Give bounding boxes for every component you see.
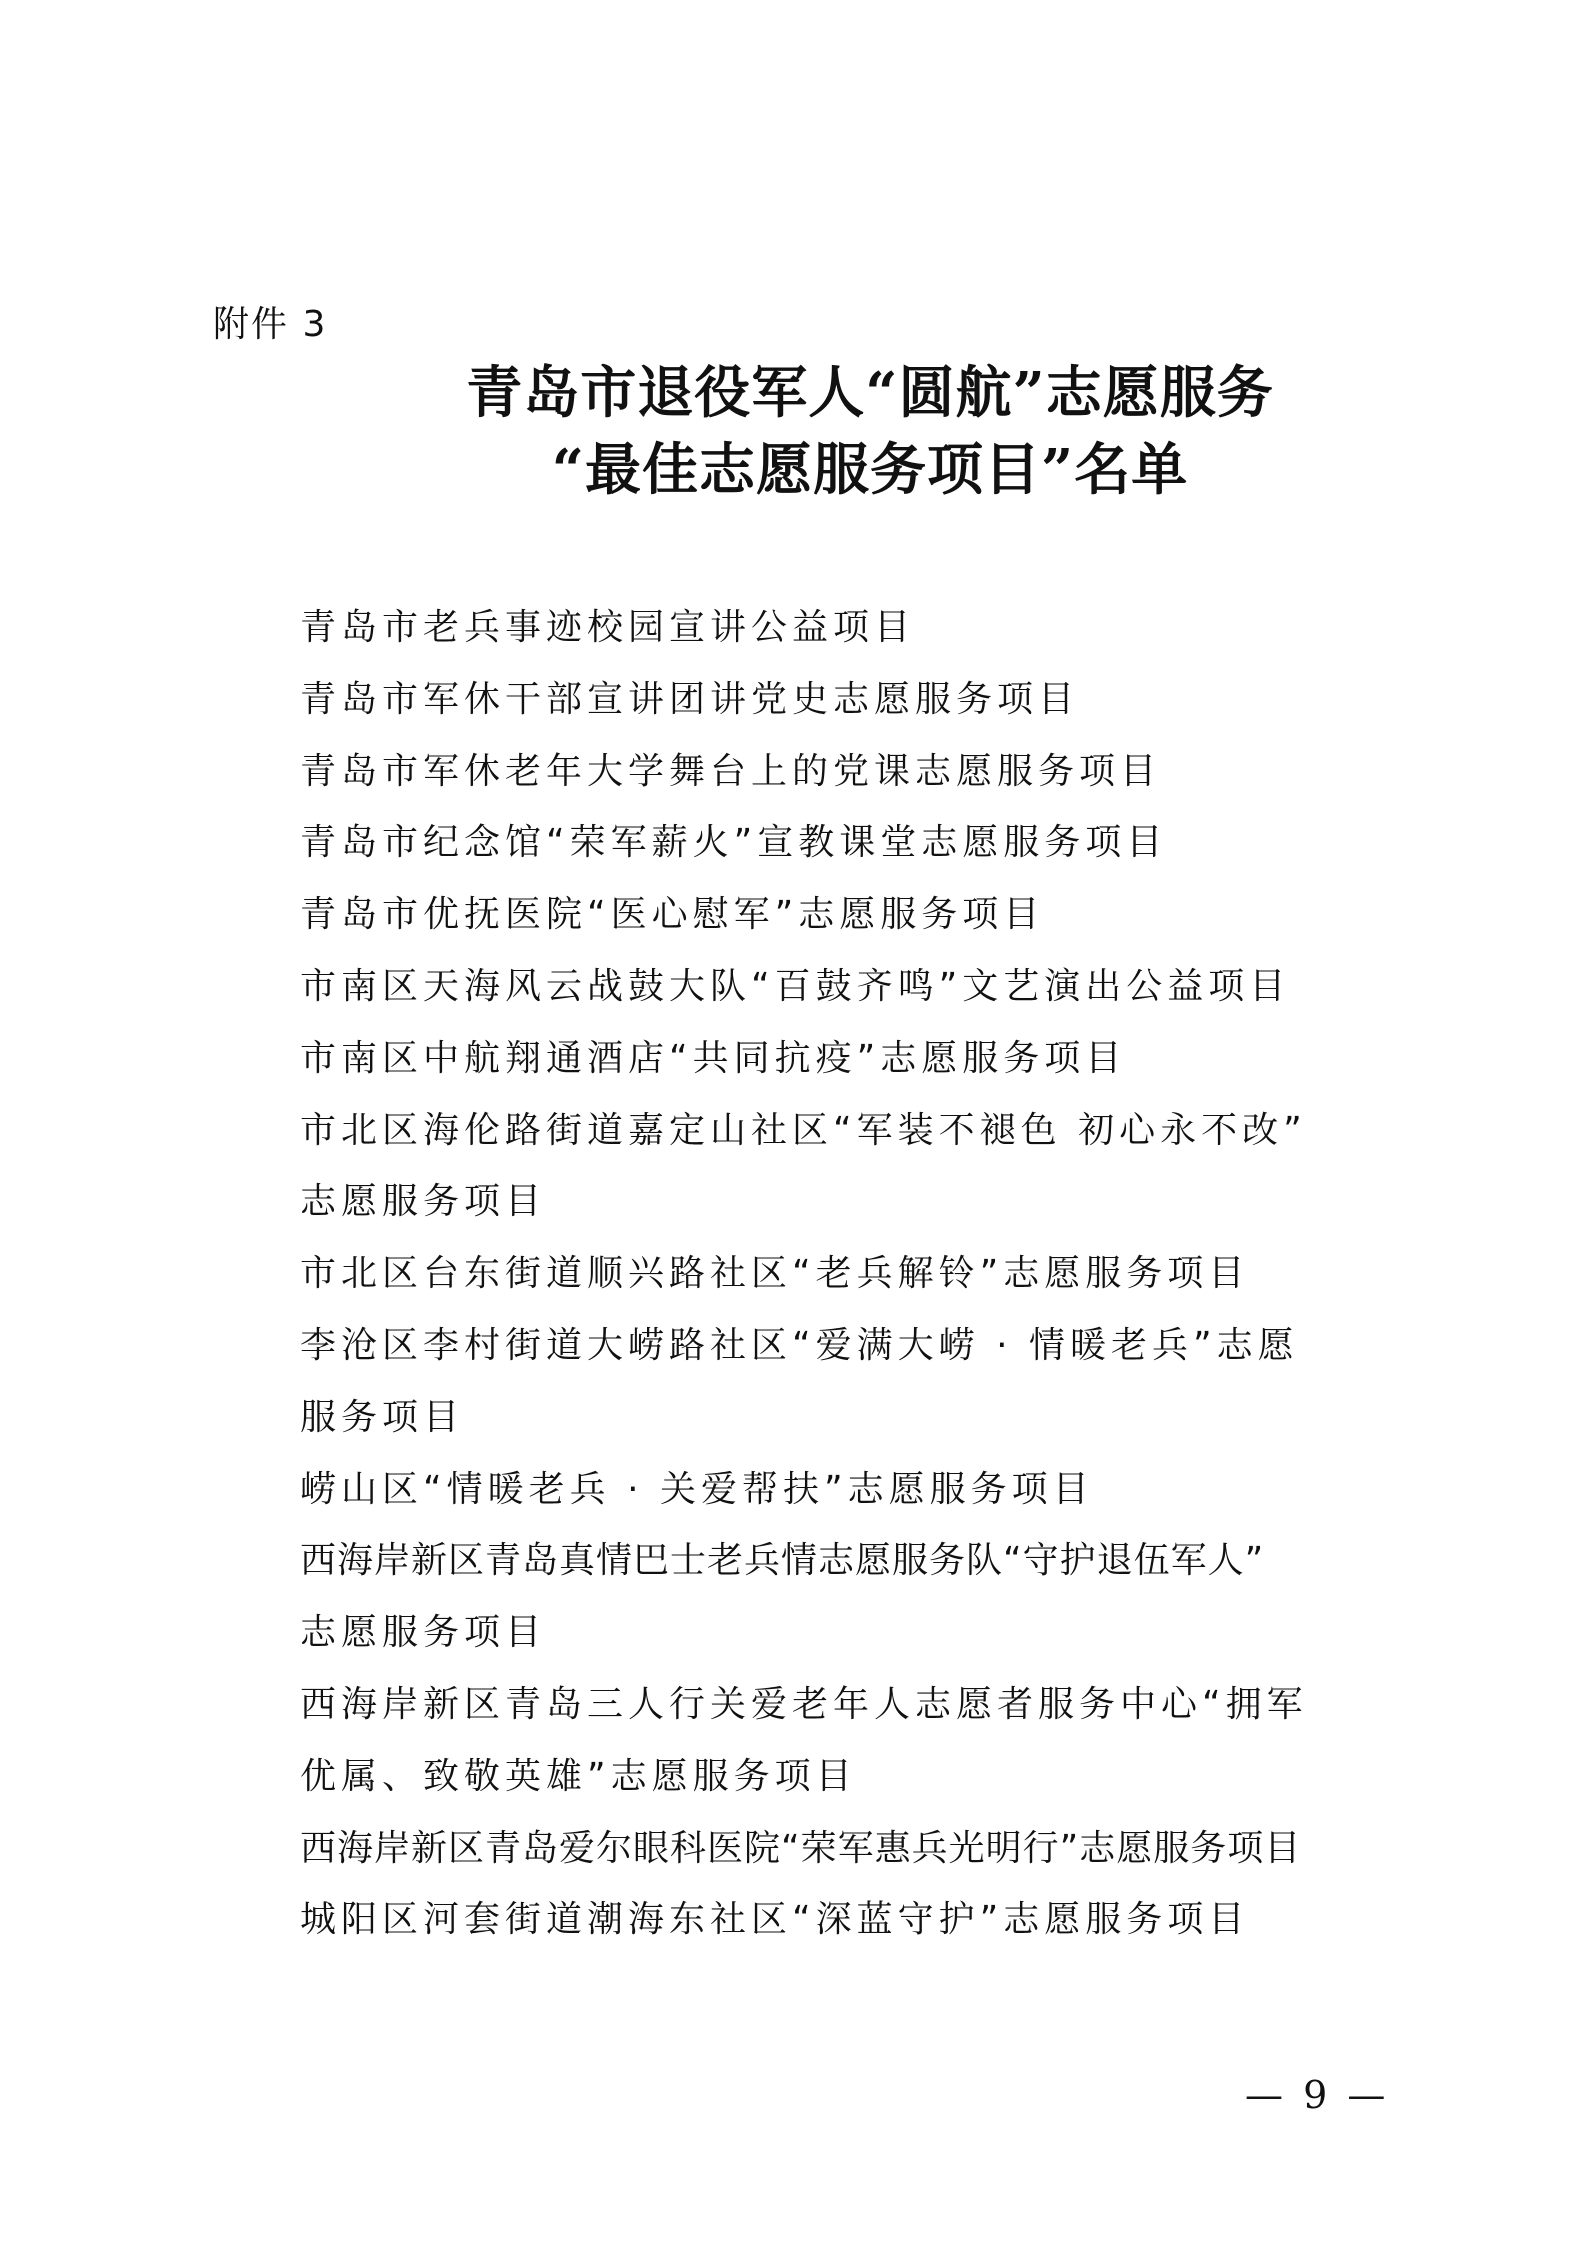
list-item: 城阳区河套街道潮海东社区“深蓝守护”志愿服务项目 (300, 1899, 1250, 1941)
list-item: 市北区台东街道顺兴路社区“老兵解铃”志愿服务项目 (300, 1253, 1250, 1295)
list-item: 青岛市军休老年大学舞台上的党课志愿服务项目 (300, 750, 1162, 792)
list-item: 市南区天海风云战鼓大队“百鼓齐鸣”文艺演出公益项目 (300, 965, 1291, 1007)
list-item: 市南区中航翔通酒店“共同抗疫”志愿服务项目 (300, 1037, 1127, 1079)
list-item: 西海岸新区青岛真情巴士老兵情志愿服务队“守护退伍军人” (300, 1540, 1265, 1582)
list-item: 市北区海伦路街道嘉定山社区“军装不褪色 初心永不改” (300, 1109, 1307, 1151)
list-item: 青岛市优抚医院“医心慰军”志愿服务项目 (300, 894, 1045, 936)
list-item: 李沧区李村街道大崂路社区“爱满大崂 · 情暖老兵”志愿 (300, 1324, 1299, 1366)
project-list (300, 592, 1410, 1956)
list-item: 西海岸新区青岛三人行关爱老年人志愿者服务中心“拥军 (300, 1683, 1308, 1725)
list-item: 崂山区“情暖老兵 · 关爱帮扶”志愿服务项目 (300, 1468, 1094, 1510)
list-item-continuation: 志愿服务项目 (300, 1612, 547, 1654)
document-title-line-1: 青岛市退役军人“圆航”志愿服务 (466, 360, 1274, 426)
list-item: 青岛市纪念馆“荣军薪火”宣教课堂志愿服务项目 (300, 822, 1168, 864)
list-item: 西海岸新区青岛爱尔眼科医院“荣军惠兵光明行”志愿服务项目 (300, 1827, 1302, 1869)
list-item: 青岛市老兵事迹校园宣讲公益项目 (300, 607, 916, 648)
list-item: 青岛市军休干部宣讲团讲党史志愿服务项目 (300, 678, 1080, 720)
document-title-line-2: “最佳志愿服务项目”名单 (551, 437, 1189, 503)
page-number: — 9 — (1245, 2073, 1390, 2117)
list-item-continuation: 优属、致敬英雄”志愿服务项目 (300, 1755, 857, 1797)
attachment-label: 附件 3 (213, 304, 328, 345)
list-item-continuation: 服务项目 (300, 1396, 465, 1438)
list-item-continuation: 志愿服务项目 (300, 1181, 547, 1223)
